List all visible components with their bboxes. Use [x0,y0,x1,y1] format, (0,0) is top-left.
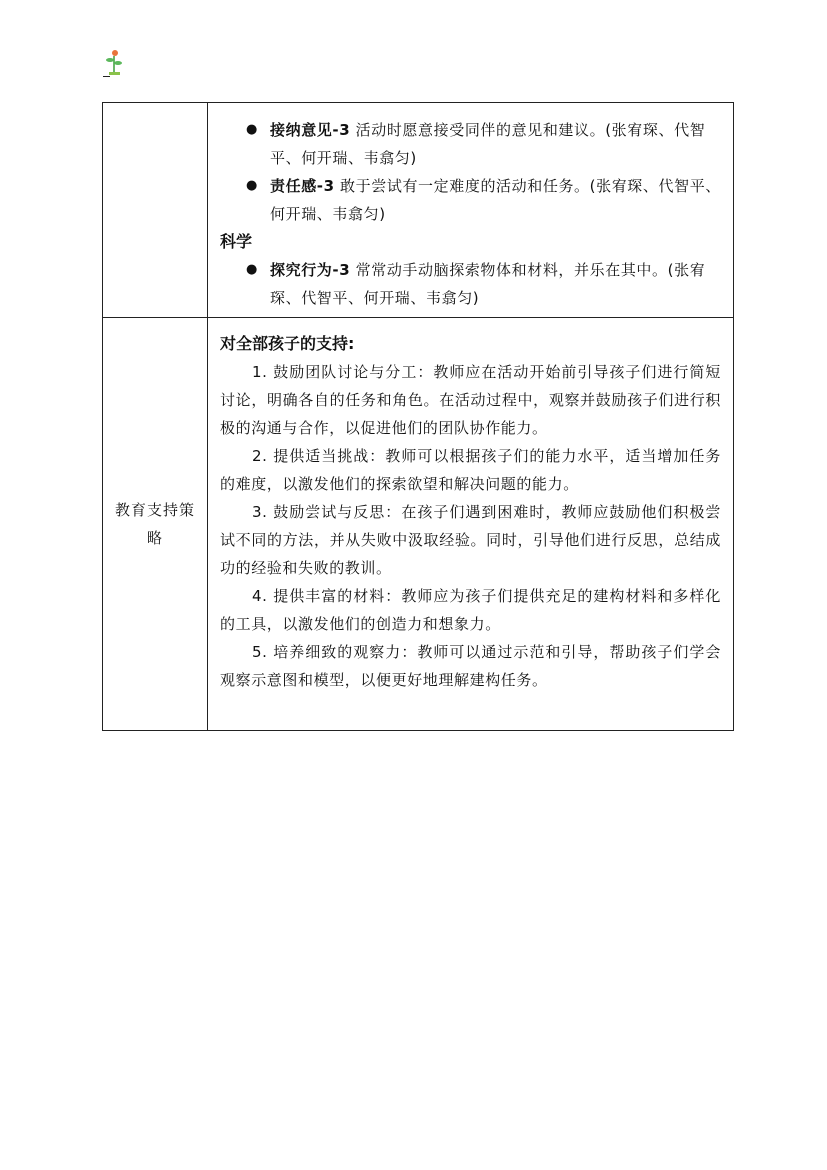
plan-table [102,102,734,731]
item-term: 责任感-3 [270,177,335,195]
support-label-cell [103,318,208,731]
item-term: 接纳意见-3 [270,121,351,139]
item-text: 常常动手动脑探索物体和材料，并乐在其中。(张宥琛、代智平、何开瑞、韦翕匀) [270,261,706,307]
table-row [103,103,734,318]
bullet-icon: ● [246,178,258,193]
list-item [220,116,721,172]
bullet-icon: ● [246,122,258,137]
item-text: 敢于尝试有一定难度的活动和任务。(张宥琛、代智平、何开瑞、韦翕匀) [270,177,721,223]
support-cell [208,318,734,731]
item-term: 探究行为-3 [270,261,351,279]
header-rule [103,76,110,77]
support-paragraph: 3. 鼓励尝试与反思：在孩子们遇到困难时，教师应鼓励他们积极尝试不同的方法，并从失败中汲取经验。同时，引导他们进行反思，总结成功的经验和失败的教训。 [220,503,721,577]
support-heading: 对全部孩子的支持: [220,334,355,353]
item-text: 活动时愿意接受同伴的意见和建议。(张宥琛、代智平、何开瑞、韦翕匀) [270,121,706,167]
table-row [103,318,734,731]
list-item [220,172,721,228]
list-item [220,256,721,312]
goals-cell [208,103,734,318]
support-paragraph: 1. 鼓励团队讨论与分工：教师应在活动开始前引导孩子们进行简短讨论，明确各自的任务和角色。在活动过程中，观察并鼓励孩子们进行积极的沟通与合作，以促进他们的团队协作能力。 [220,363,721,437]
support-paragraph: 2. 提供适当挑战：教师可以根据孩子们的能力水平，适当增加任务的难度，以激发他们的探索欲望和解决问题的能力。 [220,447,721,493]
label-cell-empty [103,103,208,318]
bullet-icon: ● [246,262,258,277]
sprout-logo-icon [103,48,125,78]
section-title-science: 科学 [220,232,253,251]
support-paragraph: 4. 提供丰富的材料：教师应为孩子们提供充足的建构材料和多样化的工具，以激发他们的创造力和想象力。 [220,587,721,633]
support-paragraph: 5. 培养细致的观察力：教师可以通过示范和引导，帮助孩子们学会观察示意图和模型，以便更好地理解建构任务。 [220,643,721,689]
support-label: 教育支持策略 [115,501,196,547]
